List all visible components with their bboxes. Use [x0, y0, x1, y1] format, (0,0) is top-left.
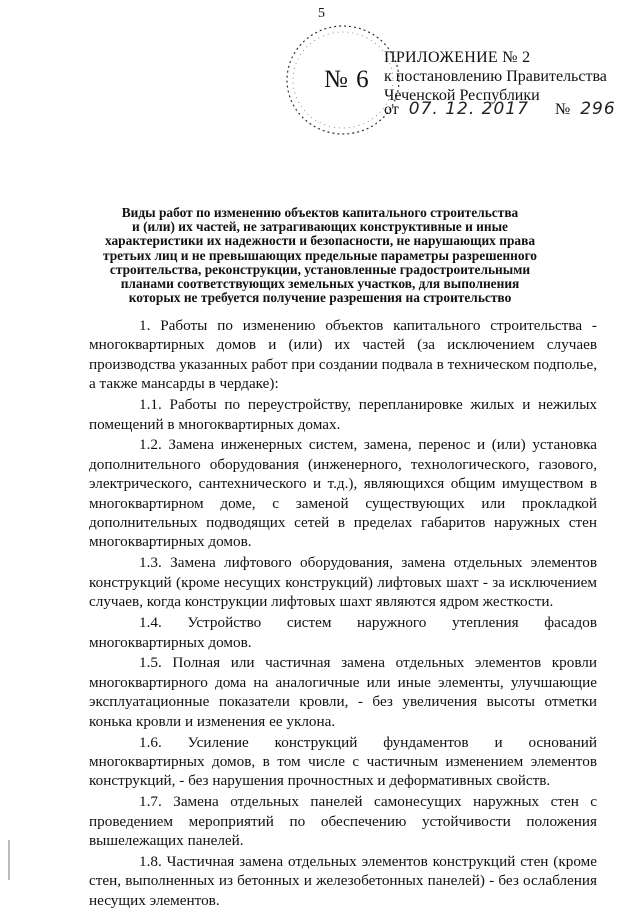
- heading-line: строительства, реконструкции, установленные градостроительными: [109, 261, 531, 277]
- paragraph-1: 1. Работы по изменению объектов капитального строительства - многоквартирных домов и (или) их частей (за исключением случаев производства указанных работ при создании подвала в техническом подполье, а также мансарды в чердаке):: [89, 317, 597, 393]
- document-heading: [90, 206, 550, 305]
- paragraph-1-7: 1.7. Замена отдельных панелей самонесущих наружных стен с проведением мероприятий по обеспечению устойчивости положения вышележащих панелей.: [89, 793, 597, 850]
- heading-line: характеристики их надежности и безопасности, не нарушающих права: [104, 233, 536, 249]
- paragraph-1-8: 1.8. Частичная замена отдельных элементов конструкций стен (кроме стен, выполненных из бетонных и железобетонных панелей) - без ослабления несущих элементов.: [89, 852, 597, 909]
- scan-margin-mark: [8, 840, 10, 880]
- paragraph-1-3: 1.3. Замена лифтового оборудования, замена отдельных элементов конструкций (кроме несущих конструкций) лифтовых шахт - за исключением случаев, когда конструкции лифтовых шахт являются ядром жесткости.: [89, 554, 597, 611]
- date-value: 07. 12. 2017: [408, 99, 529, 119]
- heading-line: которых не требуется получение разрешения на строительство: [128, 290, 512, 306]
- appendix-decree-line: к постановлению Правительства: [384, 68, 607, 85]
- appendix-date-number: [384, 99, 616, 119]
- heading-line: третьих лиц и не превышающих предельные параметры разрешенного: [102, 247, 538, 263]
- paragraph-1-5: 1.5. Полная или частичная замена отдельных элементов кровли многоквартирного дома на аналогичные или иные элементы, улучшающие эксплуатационные показатели кровли, - без увеличения высоты отметки конька кровли и изменения ее уклона.: [89, 654, 597, 730]
- heading-line: и (или) их частей, не затрагивающих конструктивные и иные: [132, 219, 508, 235]
- date-prefix: от: [384, 101, 399, 118]
- paragraph-1-2: 1.2. Замена инженерных систем, замена, перенос и (или) установка дополнительного оборудования (инженерного, технологического, газового, электрического, сантехнического и т.д.), являющихся общим имуществом в многоквартирном доме, с заменой существующих или прокладкой дополнительных подводящих сетей в пределах габаритов наружных стен многоквартирных домов.: [89, 436, 597, 551]
- paragraph-1-6: 1.6. Усиление конструкций фундаментов и оснований многоквартирных домов, в том числе с частичным изменением элементов конструкций, - без нарушения прочностных и деформативных свойств.: [89, 733, 597, 790]
- heading-line: планами соответствующих земельных участков, для выполнения: [120, 276, 520, 292]
- heading-line: Виды работ по изменению объектов капитального строительства: [121, 205, 519, 220]
- paragraph-1-4: 1.4. Устройство систем наружного утепления фасадов многоквартирных домов.: [89, 614, 597, 651]
- appendix-title: ПРИЛОЖЕНИЕ № 2: [384, 49, 531, 66]
- page-number: 5: [318, 6, 325, 21]
- appendix-republic-line: Чеченской Республики: [384, 87, 540, 104]
- number-prefix: №: [554, 101, 571, 118]
- appendix-header: [384, 48, 616, 119]
- paragraph-1-1: 1.1. Работы по переустройству, перепланировке жилых и нежилых помещений в многоквартирных домах.: [89, 396, 597, 433]
- number-value: 296: [580, 99, 616, 119]
- stamp-number: № 6: [324, 66, 370, 93]
- document-body: [89, 316, 597, 912]
